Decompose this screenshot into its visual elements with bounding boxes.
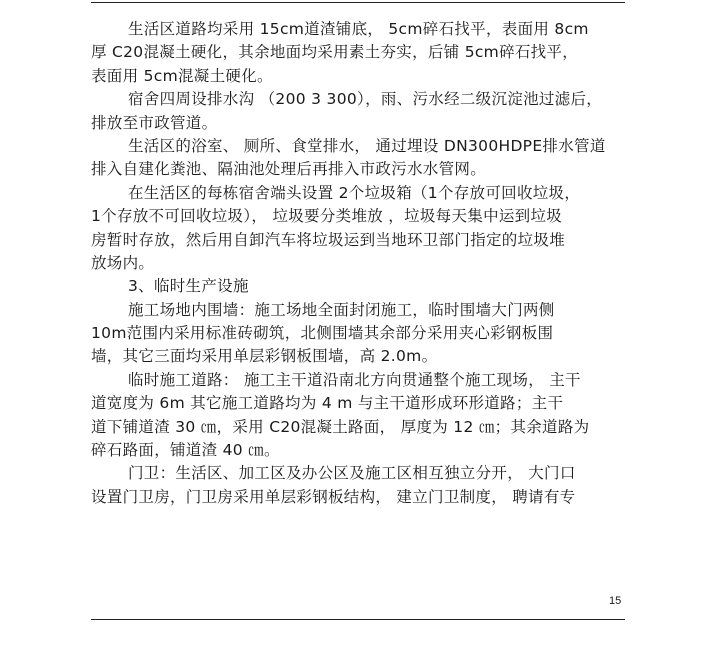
text-line: 厚 C20混凝土硬化，其余地面均采用素土夯实，后铺 5cm碎石找平， [91, 43, 579, 62]
text-line: 1个存放不可回收垃圾）， 垃圾要分类堆放 ，垃圾每天集中运到垃圾 [91, 207, 563, 226]
text-line: 表面用 5cm混凝土硬化。 [91, 66, 273, 85]
text-line: 宿舍四周设排水沟 （200 3 300），雨、污水经二级沉淀池过滤后， [128, 90, 603, 109]
text-line: 墙，其它三面均采用单层彩钢板围墙，高 2.0m。 [91, 347, 438, 366]
section-heading: 3、临时生产设施 [128, 277, 249, 296]
text-line: 放场内。 [91, 253, 155, 272]
top-divider [91, 2, 625, 3]
text-line: 10m范围内采用标准砖砌筑，北侧围墙其余部分采用夹心彩钢板围 [91, 324, 554, 343]
text-line: 道宽度为 6m 其它施工道路均为 4 m 与主干道形成环形道路；主干 [91, 394, 564, 413]
text-line: 生活区的浴室、 厕所、食堂排水， 通过埋设 DN300HDPE排水管道 [128, 136, 606, 155]
text-line: 生活区道路均采用 15cm道渣铺底， 5cm碎石找平，表面用 8cm [128, 20, 589, 38]
text-line: 临时施工道路： 施工主干道沿南北方向贯通整个施工现场， 主干 [128, 370, 581, 389]
text-line: 在生活区的每栋宿舍端头设置 2个垃圾箱（1个存放可回收垃圾， [128, 183, 581, 202]
text-line: 排入自建化粪池、隔油池处理后再排入市政污水水管网。 [91, 160, 487, 179]
text-line: 门卫：生活区、加工区及办公区及施工区相互独立分开， 大门口 [128, 464, 576, 483]
text-line: 碎石路面，铺道渣 40 ㎝。 [91, 441, 280, 460]
bottom-divider [91, 619, 625, 620]
text-line: 排放至市政管道。 [91, 113, 218, 132]
document-body [91, 18, 631, 509]
page-number: 15 [609, 595, 622, 607]
text-line: 施工场地内围墙：施工场地全面封闭施工，临时围墙大门两侧 [128, 300, 555, 319]
text-line: 设置门卫房，门卫房采用单层彩钢板结构， 建立门卫制度， 聘请有专 [91, 487, 576, 506]
text-line: 道下铺道渣 30 ㎝，采用 C20混凝土路面， 厚度为 12 ㎝；其余道路为 [91, 417, 590, 436]
text-line: 房暂时存放，然后用自卸汽车将垃圾运到当地环卫部门指定的垃圾堆 [91, 230, 566, 249]
